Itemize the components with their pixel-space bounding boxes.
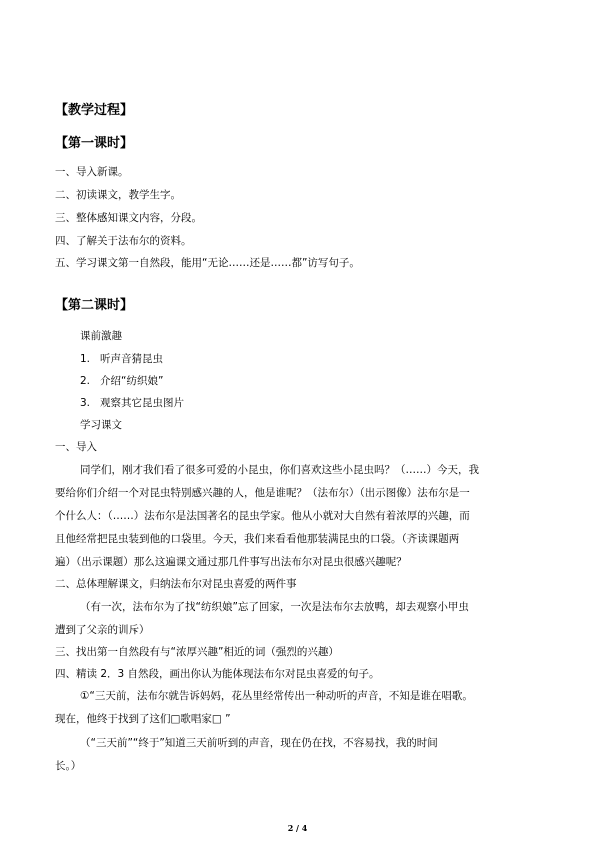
intro-line-2: 要给你们介绍一个对昆虫特别感兴趣的人，他是谁呢？（法布尔）（出示图像）法布尔是一 [55,487,470,499]
warmup-item-2 [80,374,163,388]
heading-first-lesson: 【第一课时】 [55,136,134,151]
intro-line-1: 同学们，刚才我们看了很多可爱的小昆虫，你们喜欢这些小昆虫吗？（……）今天，我 [80,464,479,476]
warmup-item-number: 1. [80,353,91,365]
section2-title: 二、总体理解课文，归纳法布尔对昆虫喜爱的两件事 [55,578,297,590]
quote-line-1: ①“三天前，法布尔就告诉妈妈，花丛里经常传出一种动听的声音，不知是谁在唱歌。 [80,690,473,702]
lesson1-item-4: 四、了解关于法布尔的资料。 [55,235,192,247]
intro-line-4: 且他经常把昆虫装到他的口袋里。今天，我们来看看他那装满昆虫的口袋。（齐读课题两 [55,533,460,545]
quote-line-2: 现在，他终于找到了这们□歌唱家□ ” [55,713,231,725]
warmup-title: 课前激趣 [80,330,122,342]
study-title: 学习课文 [80,419,122,431]
warmup-item-text: 观察其它昆虫图片 [100,397,184,409]
intro-title: 一、导入 [55,441,97,453]
warmup-item-number: 2. [80,375,91,387]
lesson1-item-3: 三、整体感知课文内容，分段。 [55,212,202,224]
warmup-item-3 [80,396,184,410]
section2-line-1: （有一次，法布尔为了找“纺织娘”忘了回家，一次是法布尔去放鸭，却去观察小甲虫 [80,601,469,613]
warmup-item-1 [80,352,163,366]
intro-line-3: 个什么人：（……）法布尔是法国著名的昆虫学家。他从小就对大自然有着浓厚的兴趣，而 [55,510,470,522]
lesson1-item-2: 二、初读课文，教学生字。 [55,189,181,201]
section4-title: 四、精读 2．3 自然段，画出你认为能体现法布尔对昆虫喜爱的句子。 [55,668,380,680]
warmup-item-text: 听声音猜昆虫 [100,353,163,365]
heading-second-lesson: 【第二课时】 [55,298,134,313]
warmup-item-text: 介绍“纺织娘” [100,375,164,387]
section2-line-2: 遭到了父亲的训斥） [55,624,150,636]
section3-title: 三、找出第一自然段有与“浓厚兴趣”相近的词（强烈的兴趣） [55,646,339,658]
note-line-1: （“三天前”“终于”知道三天前听到的声音，现在仍在找，不容易找，我的时间 [80,737,438,749]
intro-line-5: 遍）（出示课题）那么这遍课文通过那几件事写出法布尔对昆虫很感兴趣呢？ [55,556,407,568]
heading-teaching-process: 【教学过程】 [55,103,134,118]
lesson1-item-1: 一、导入新课。 [55,166,129,178]
note-line-2: 长。） [55,760,82,772]
lesson1-item-5: 五、学习课文第一自然段，能用“无论……还是……都”访写句子。 [55,257,360,269]
warmup-item-number: 3. [80,397,91,409]
page-number: 2 / 4 [287,823,308,833]
